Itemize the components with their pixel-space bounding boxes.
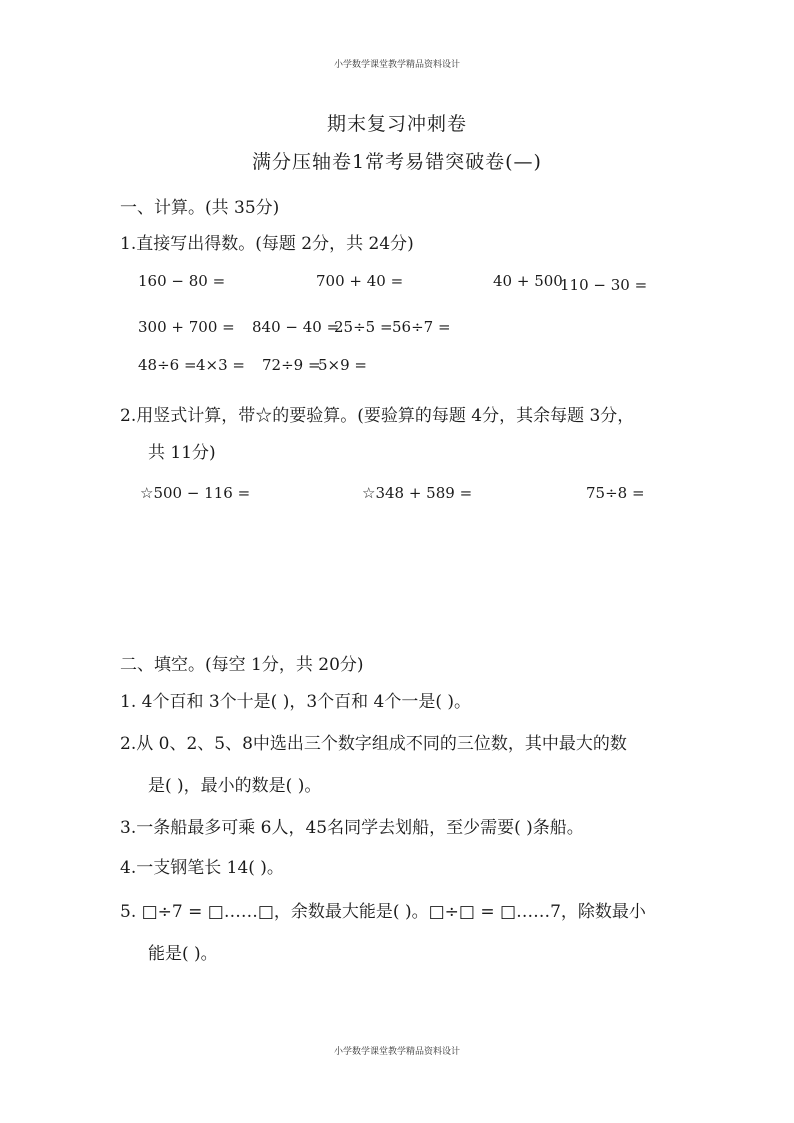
calc-expression: 48÷6 = xyxy=(138,356,197,374)
calc-expression: 4×3 = xyxy=(196,356,245,374)
fill-question-2-line-1: 2.从 0、2、5、8中选出三个数字组成不同的三位数，其中最大的数 xyxy=(120,734,627,754)
page-title: 期末复习冲刺卷 xyxy=(326,113,467,135)
fill-question-4: 4.一支钢笔长 14( )。 xyxy=(120,858,284,878)
question-1-prompt: 1.直接写出得数。(每题 2分，共 24分) xyxy=(120,234,414,254)
section-2-heading: 二、填空。(每空 1分，共 20分) xyxy=(120,655,364,675)
calc-expression: 72÷9 = xyxy=(262,356,321,374)
question-2-prompt-line-1: 2.用竖式计算，带☆的要验算。(要验算的每题 4分，其余每题 3分， xyxy=(120,406,635,426)
calc-expression: 56÷7 = xyxy=(392,318,451,336)
calc-expression: 160 − 80 = xyxy=(138,272,226,290)
fill-question-1: 1. 4个百和 3个十是( )，3个百和 4个一是( )。 xyxy=(120,692,472,712)
calc-expression: 110 − 30 = xyxy=(560,276,648,294)
vertical-calc-item: ☆500 − 116 = xyxy=(140,484,251,502)
calc-expression: 700 + 40 = xyxy=(316,272,404,290)
fill-question-5-line-1: 5. □÷7 = □……□，余数最大能是( )。□÷□ = □……7，除数最小 xyxy=(120,902,646,922)
calc-expression: 840 − 40 = xyxy=(252,318,340,336)
fill-question-5-line-2: 能是( )。 xyxy=(148,944,218,964)
page-footer: 小学数学课堂教学精品资料设计 xyxy=(333,1047,460,1057)
fill-question-3: 3.一条船最多可乘 6人，45名同学去划船，至少需要( )条船。 xyxy=(120,818,584,838)
calc-expression: 25÷5 = xyxy=(334,318,393,336)
fill-question-2-line-2: 是( )，最小的数是( )。 xyxy=(148,776,322,796)
section-1-heading: 一、计算。(共 35分) xyxy=(120,198,280,218)
calc-expression: 40 + 500 xyxy=(493,272,563,290)
question-2-prompt-line-2: 共 11分) xyxy=(148,443,216,463)
calc-expression: 5×9 = xyxy=(318,356,367,374)
calc-expression: 300 + 700 = xyxy=(138,318,235,336)
vertical-calc-item: 75÷8 = xyxy=(586,484,645,502)
page-header: 小学数学课堂教学精品资料设计 xyxy=(333,60,460,70)
vertical-calc-item: ☆348 + 589 = xyxy=(362,484,473,502)
page-subtitle: 满分压轴卷1常考易错突破卷(—) xyxy=(252,151,542,173)
